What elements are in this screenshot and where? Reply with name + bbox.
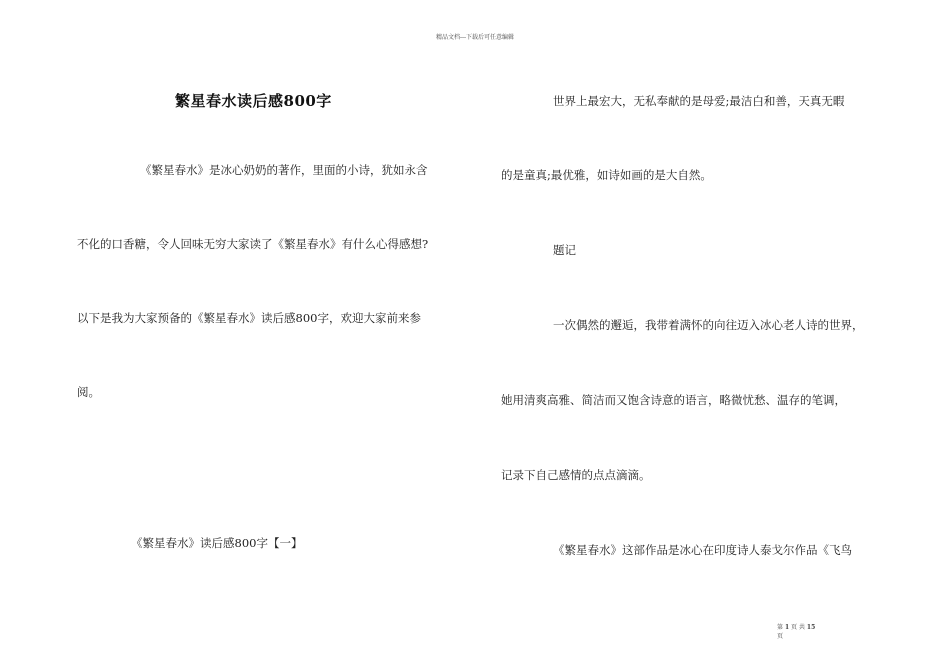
page-indicator (777, 623, 815, 641)
page-prefix: 第 (777, 624, 784, 631)
document-title: 繁星春水读后感800字 (175, 92, 332, 110)
left-paragraph-line: 《繁星春水》是冰心奶奶的著作，里面的小诗，犹如永含 (140, 163, 428, 177)
right-paragraph-line: 一次偶然的邂逅，我带着满怀的向往迈入冰心老人诗的世界， (553, 318, 864, 332)
page-number: 1 (784, 624, 790, 631)
page-middle: 页 共 (791, 624, 805, 631)
right-paragraph-line: 记录下自己感情的点点滴滴。 (501, 468, 651, 482)
right-paragraph-line: 《繁星春水》这部作品是冰心在印度诗人泰戈尔作品《飞鸟 (553, 543, 852, 557)
page-suffix: 页 (777, 633, 784, 640)
right-paragraph-line: 她用清爽高雅、简洁而又饱含诗意的语言，略微忧愁、温存的笔调， (501, 393, 846, 407)
right-paragraph-line: 的是童真;最优雅，如诗如画的是大自然。 (501, 168, 712, 182)
left-paragraph-line: 以下是我为大家预备的《繁星春水》读后感800字，欢迎大家前来参 (77, 311, 421, 325)
section-heading: 《繁星春水》读后感800字【一】 (131, 536, 303, 550)
epigraph-label: 题记 (553, 243, 576, 257)
right-paragraph-line: 世界上最宏大，无私奉献的是母爱;最洁白和善，天真无暇 (553, 94, 845, 108)
total-pages: 15 (806, 624, 816, 631)
left-paragraph-line: 不化的口香糖，令人回味无穷大家读了《繁星春水》有什么心得感想? (77, 237, 429, 251)
header-note: 精品文档---下载后可任意编辑 (435, 34, 515, 41)
left-paragraph-line: 阅。 (77, 385, 100, 399)
